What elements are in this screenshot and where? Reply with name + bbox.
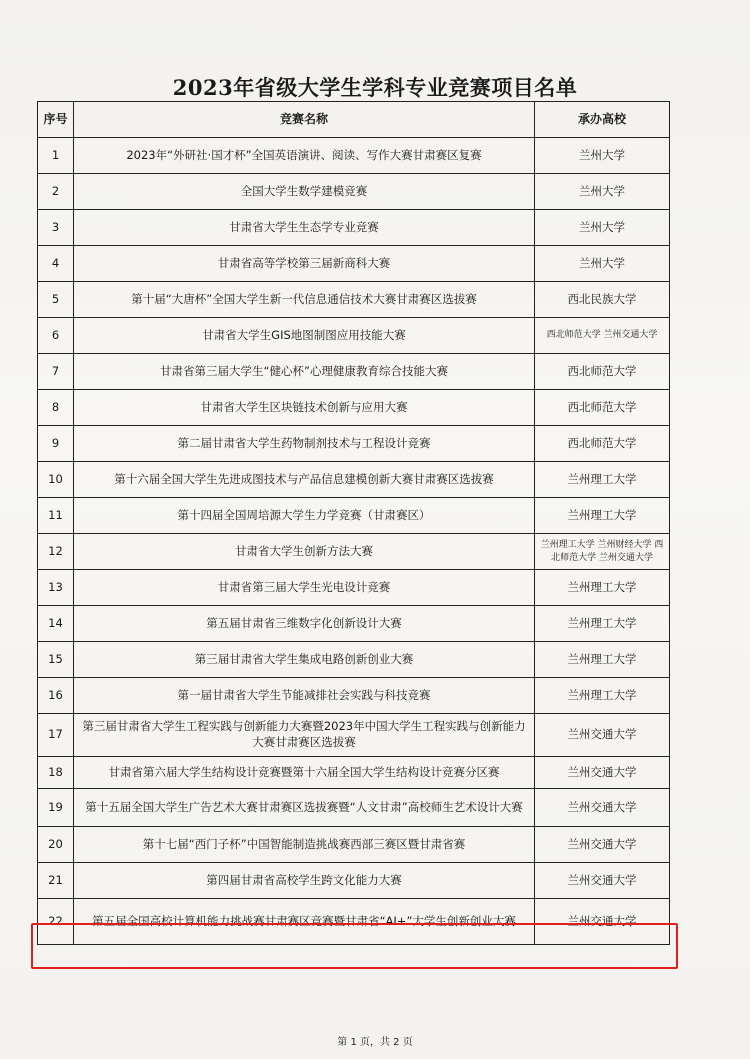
competition-name: 第一届甘肃省大学生节能减排社会实践与科技竞赛	[74, 678, 535, 714]
competition-name: 甘肃省第三届大学生“健心杯”心理健康教育综合技能大赛	[74, 354, 535, 390]
host-university: 西北师范大学	[535, 390, 670, 426]
table-row	[38, 318, 670, 354]
host-university: 兰州交通大学	[535, 899, 670, 945]
table-row	[38, 606, 670, 642]
competition-name: 第十届“大唐杯”全国大学生新一代信息通信技术大赛甘肃赛区选拔赛	[74, 282, 535, 318]
row-number: 9	[38, 426, 74, 462]
table-row	[38, 246, 670, 282]
row-number: 4	[38, 246, 74, 282]
host-university: 兰州理工大学	[535, 678, 670, 714]
competition-name: 全国大学生数学建模竞赛	[74, 174, 535, 210]
row-number: 10	[38, 462, 74, 498]
table-row	[38, 498, 670, 534]
row-number: 5	[38, 282, 74, 318]
competition-name: 甘肃省大学生GIS地图制图应用技能大赛	[74, 318, 535, 354]
table-body	[38, 138, 670, 945]
competition-name: 2023年“外研社·国才杯”全国英语演讲、阅读、写作大赛甘肃赛区复赛	[74, 138, 535, 174]
row-number: 12	[38, 534, 74, 570]
host-university: 兰州理工大学	[535, 570, 670, 606]
host-university: 兰州大学	[535, 210, 670, 246]
competition-name: 甘肃省高等学校第三届新商科大赛	[74, 246, 535, 282]
competition-name: 甘肃省大学生创新方法大赛	[74, 534, 535, 570]
host-university: 西北民族大学	[535, 282, 670, 318]
competition-name: 第十七届“西门子杯”中国智能制造挑战赛西部三赛区暨甘肃省赛	[74, 827, 535, 863]
row-number: 3	[38, 210, 74, 246]
table-row	[38, 282, 670, 318]
table-row	[38, 354, 670, 390]
row-number: 21	[38, 863, 74, 899]
competition-name: 第十五届全国大学生广告艺术大赛甘肃赛区选拔赛暨“人文甘肃”高校师生艺术设计大赛	[74, 789, 535, 827]
host-university: 兰州理工大学 兰州财经大学 西北师范大学 兰州交通大学	[535, 534, 670, 570]
competition-name: 第五届全国高校计算机能力挑战赛甘肃赛区竞赛暨甘肃省“AI+”大学生创新创业大赛	[74, 899, 535, 945]
row-number: 2	[38, 174, 74, 210]
host-university: 兰州交通大学	[535, 863, 670, 899]
row-number: 13	[38, 570, 74, 606]
row-number: 1	[38, 138, 74, 174]
table-row	[38, 570, 670, 606]
row-number: 17	[38, 714, 74, 757]
row-number: 22	[38, 899, 74, 945]
host-university: 兰州交通大学	[535, 757, 670, 789]
host-university: 兰州理工大学	[535, 642, 670, 678]
header-host: 承办高校	[535, 102, 670, 138]
table-row	[38, 827, 670, 863]
table-row	[38, 789, 670, 827]
host-university: 兰州交通大学	[535, 789, 670, 827]
competition-name: 第五届甘肃省三维数字化创新设计大赛	[74, 606, 535, 642]
highlight-box	[31, 923, 678, 969]
row-number: 11	[38, 498, 74, 534]
table-row	[38, 642, 670, 678]
page-title: 2023年省级大学生学科专业竞赛项目名单	[172, 75, 578, 100]
table-row	[38, 426, 670, 462]
table-row	[38, 174, 670, 210]
host-university: 兰州大学	[535, 138, 670, 174]
row-number: 19	[38, 789, 74, 827]
row-number: 14	[38, 606, 74, 642]
table-header-row	[38, 102, 670, 138]
host-university: 兰州交通大学	[535, 827, 670, 863]
row-number: 15	[38, 642, 74, 678]
host-university: 兰州理工大学	[535, 462, 670, 498]
competition-name: 第二届甘肃省大学生药物制剂技术与工程设计竞赛	[74, 426, 535, 462]
host-university: 兰州理工大学	[535, 498, 670, 534]
row-number: 20	[38, 827, 74, 863]
competition-name: 第三届甘肃省大学生工程实践与创新能力大赛暨2023年中国大学生工程实践与创新能力大赛甘肃赛区选拔赛	[74, 714, 535, 757]
competition-name: 甘肃省第六届大学生结构设计竞赛暨第十六届全国大学生结构设计竞赛分区赛	[74, 757, 535, 789]
host-university: 兰州大学	[535, 174, 670, 210]
row-number: 8	[38, 390, 74, 426]
header-no: 序号	[38, 102, 74, 138]
competition-name: 甘肃省大学生区块链技术创新与应用大赛	[74, 390, 535, 426]
host-university: 兰州理工大学	[535, 606, 670, 642]
table-row	[38, 390, 670, 426]
table-row	[38, 678, 670, 714]
table-row	[38, 863, 670, 899]
row-number: 18	[38, 757, 74, 789]
competition-name: 第十六届全国大学生先进成图技术与产品信息建模创新大赛甘肃赛区选拔赛	[74, 462, 535, 498]
competition-name: 第四届甘肃省高校学生跨文化能力大赛	[74, 863, 535, 899]
competition-table	[37, 101, 670, 945]
page-footer: 第 1 页，共 2 页	[337, 1037, 413, 1048]
host-university: 兰州大学	[535, 246, 670, 282]
competition-name: 第三届甘肃省大学生集成电路创新创业大赛	[74, 642, 535, 678]
table-row	[38, 714, 670, 757]
competition-name: 甘肃省第三届大学生光电设计竞赛	[74, 570, 535, 606]
table-row	[38, 138, 670, 174]
table-row	[38, 462, 670, 498]
row-number: 7	[38, 354, 74, 390]
row-number: 6	[38, 318, 74, 354]
row-number: 16	[38, 678, 74, 714]
competition-name: 第十四届全国周培源大学生力学竞赛（甘肃赛区）	[74, 498, 535, 534]
competition-name: 甘肃省大学生生态学专业竞赛	[74, 210, 535, 246]
table-row	[38, 210, 670, 246]
header-name: 竞赛名称	[74, 102, 535, 138]
table-row	[38, 534, 670, 570]
host-university: 西北师范大学	[535, 354, 670, 390]
host-university: 兰州交通大学	[535, 714, 670, 757]
table-row	[38, 757, 670, 789]
host-university: 西北师范大学	[535, 426, 670, 462]
host-university: 西北师范大学 兰州交通大学	[535, 318, 670, 354]
